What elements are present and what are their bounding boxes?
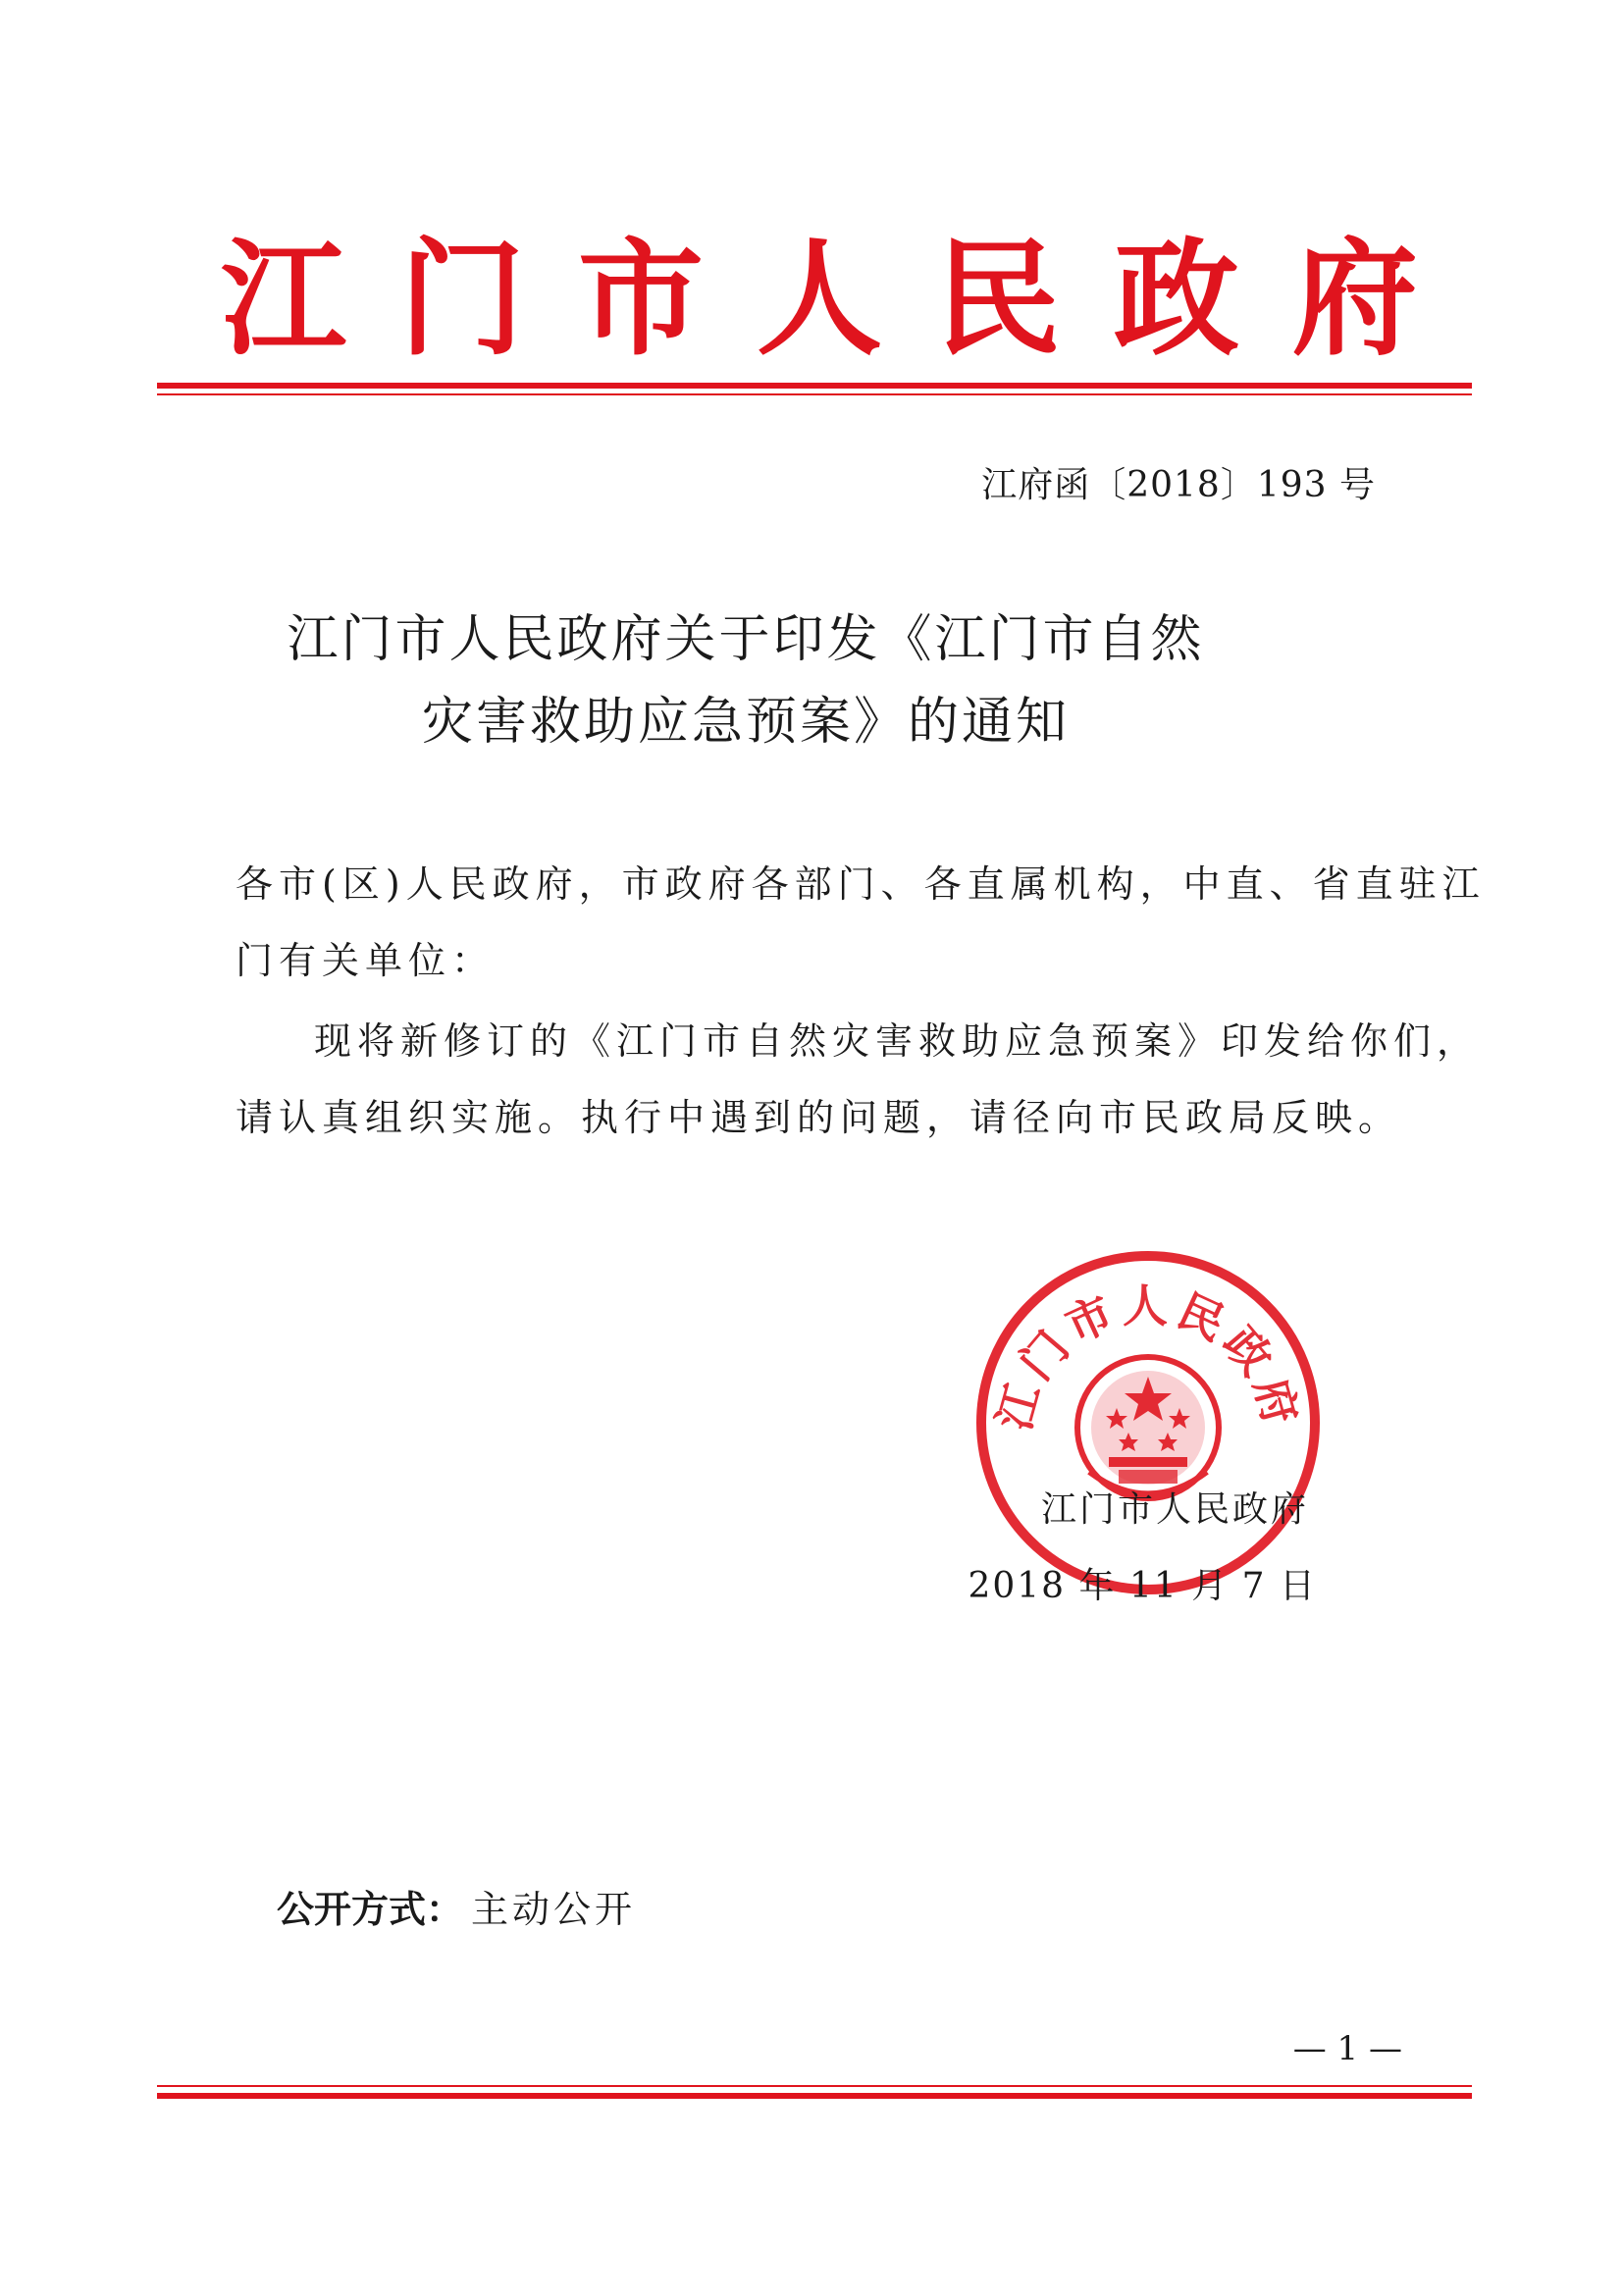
header-char: 人 [756, 226, 882, 373]
recipients-line-1: 各市(区)人民政府，市政府各部门、各直属机构，中直、省直驻江 [236, 862, 1486, 906]
signing-date: 2018 年 11 月 7 日 [968, 1566, 1317, 1606]
issuing-authority-header [221, 226, 1418, 373]
header-char: 市 [577, 226, 704, 373]
body-paragraph-line-2: 请认真组织实施。执行中遇到的问题，请径向市民政局反映。 [236, 1096, 1402, 1139]
header-char: 江 [221, 226, 347, 373]
seal-text: 江门市人民政府 [986, 1279, 1310, 1436]
official-seal [971, 1246, 1325, 1599]
header-char: 府 [1291, 226, 1418, 373]
disclosure-label: 公开方式： [277, 1888, 464, 1931]
document-number: 江府函〔2018〕193 号 [981, 465, 1376, 505]
document-title [196, 599, 1295, 763]
disclosure-value: 主动公开 [471, 1888, 637, 1931]
footer-red-rule-thick [157, 2093, 1472, 2099]
disclosure-method [277, 1879, 636, 1933]
page-number: — 1 — [1292, 2029, 1402, 2068]
signing-authority: 江门市人民政府 [1040, 1489, 1309, 1530]
national-emblem-icon [1077, 1357, 1219, 1498]
header-red-rule-thick [157, 383, 1472, 389]
title-line-1: 江门市人民政府关于印发《江门市自然 [287, 610, 1205, 669]
footer-red-rule-thin [157, 2085, 1472, 2087]
header-char: 门 [398, 226, 525, 373]
recipients-line-2: 门有关单位： [236, 939, 496, 982]
header-char: 民 [934, 226, 1061, 373]
title-line-2: 灾害救助应急预案》的通知 [421, 693, 1070, 752]
body-paragraph-line-1: 现将新修订的《江门市自然灾害救助应急预案》印发给你们， [314, 1019, 1481, 1063]
header-red-rule-thin [157, 393, 1472, 395]
header-char: 政 [1113, 226, 1239, 373]
